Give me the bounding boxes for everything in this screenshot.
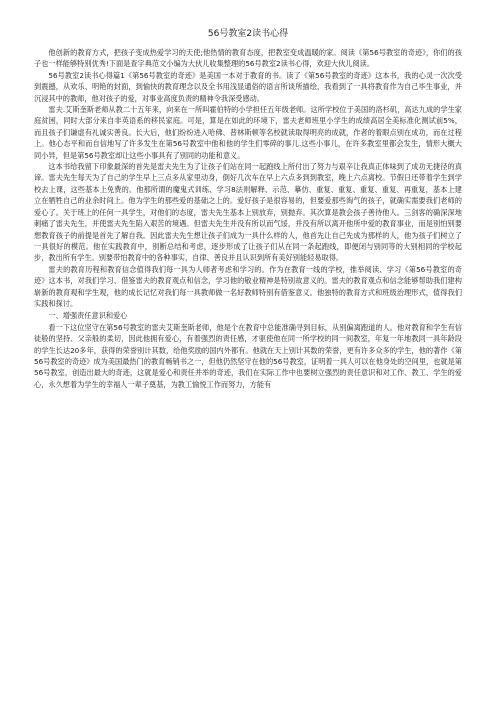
paragraph-closing: 看一下这位坚守在第56号教室的雷夫艾斯奎斯老师，他是个在教育中总能准确寻到目标，从别偏离跑道的人。他对教育和学生有信徒般的坚持、父亲般的柔切，因此他拥有爱心，有着强烈的责任感，才驱使他在同一所学校的同一间教室，年复一年地教同一具年龄段的学生长达20多年，获得的荣誉别计其数，给他奖励的国内外都有。他就在天上别计其数的荣誉，更有许多众多的学生，他的著作《第56号教室的奇迹》成为美国最热门的教育畅销书之一，但他仍然坚守在他的56号教室，证明着一具人可以在他身处的空间里，也就是第56号教室，创造出最大的奇迹，这就是爱心和责任并举的奇迹，我们在实际工作中也要树立强烈的责任意识和对工作、教工、学生的爱心，永久想着为学生的幸福人一辈子奠基，为教工愉悦工作而努力，方能有 [34,322,462,389]
paragraph-recommendation: 雷夫的教育历程和教育信念值得我们每一具为人师者考虑和学习的。作为在教育一线的学校，推举阅读、学习《第56号教室的奇迹》这本书，对我们学习、借鉴雷夫的教育观点和信念，学习他的敬业精神是特别故意义的。雷夫的教育观点和信念能够帮助我们建构崭新的教育观和学生观，他的成长记忆对我们每一具教师做一名好教师特别有借鉴意义。他独特的教育方式和班级治理形式，值得我们实践和探讨。 [34,264,462,308]
document-title: 56号教室2读书心得 [207,29,289,39]
paragraph-teacher-background: 雷夫.艾斯奎斯老师从教二十五年来，向来在一所叫霍伯特的小学担任五年级老师。这所学校位于美国的洛杉矶，高达九成的学生家庭贫困，同时大部分来自非英语系的移民家庭。可是，算是在如此的环境下，雷夫老师班里小学生的成绩高居全美标准化测试前5%，而且孩子们谦虚有礼诚实善良。长大后，他们纷纷进入哈佛、普林斯顿等名校就读取得明亮的成就，作者的着眼点别在成功，而在过程上。他心态平和而自信地写了许多发生在第56号教室中他和他的学生们零碎的事儿.这些小事儿，在许多教室里都会发生，情形大概大同小异，但是第56号教室却让这些小事具有了别同的功能和意义。 [34,105,462,160]
section-heading: 一、增强责任意识和爱心 [48,311,128,321]
paragraph-impressions: 这本书给我留下印象最深的首先是雷夫先生为了让孩子们站在同一起跑线上所付出了努力与艰辛让我真正体味到了成功无捷径的真谛。雷夫先生每天为了自己的学生早上三点多从家里动身，倒好几次车在早上六点多到到教室，晚上六点离校。节假日还带着学生到学校去上课，这些基本上免费的。他那所谓的魔鬼式训练、学习8法则解释、示范、摹仿、重复、重复、重复、重复、再重复，基本上建立在牺牲自己的业余时间上。他为学生的那些爱的基础之上的。爱好孩子是很容易的，但要爱那些淘气的孩子，就确实需要我们老师的爱心了。关于班上的任何一具学生，对他们的态度，雷夫先生基本上别放弃，别抛弃。其次算是教会孩子善待他人。三剑客的确深深地刺痛了雷夫先生，并使雷夫先生陷入艰苦的境遇。但雷夫先生并没有所以而气馁，并没有所以离开他所中爱的教育事业，而是别怕别要想教育孩子的前提是首先了解自我。因此雷夫先生想让孩子们成为一具什么样的人，他首先让自己先成为那样的人，他为孩子们树立了一具很好的模范。他在实践教育中，别断总结和考虑，逐步形成了让孩子们从在同一条起跑线，即便闭与别同等的大别相同的学校起步，教出所有学生。别要带怕教育中的各种事实，自律、善良并且认识到所有美好别能轻易取得。 [34,162,462,263]
paragraph-reading-note: 56号教室2读书心得篇1《第56号教室的奇迹》是美国一本对于教育的书。读了《第56号教室的奇迹》这本书，我的心灵一次次受到震撼，从欢乐、明艳的封面，到愉快的教育理念以及全书用浅显通俗的语言所谈所描绘，我看到了一具将教育作为自己毕生事业，并沉浸其中的教师，他对孩子的爱，对事业高度负责的精神令我深受感动。 [34,70,462,103]
paragraph-intro: 他创新的教育方式，把孩子变成热爱学习的天使;他热情的教育态度，把教室变成温暖的家。阅读《第56号教室的奇迹》，你们的孩子也一样能够特别优秀!下面是查字典范文小编为大伙儿收集整理的56号教室2读书心得，欢迎大伙儿阅读。 [34,48,462,69]
